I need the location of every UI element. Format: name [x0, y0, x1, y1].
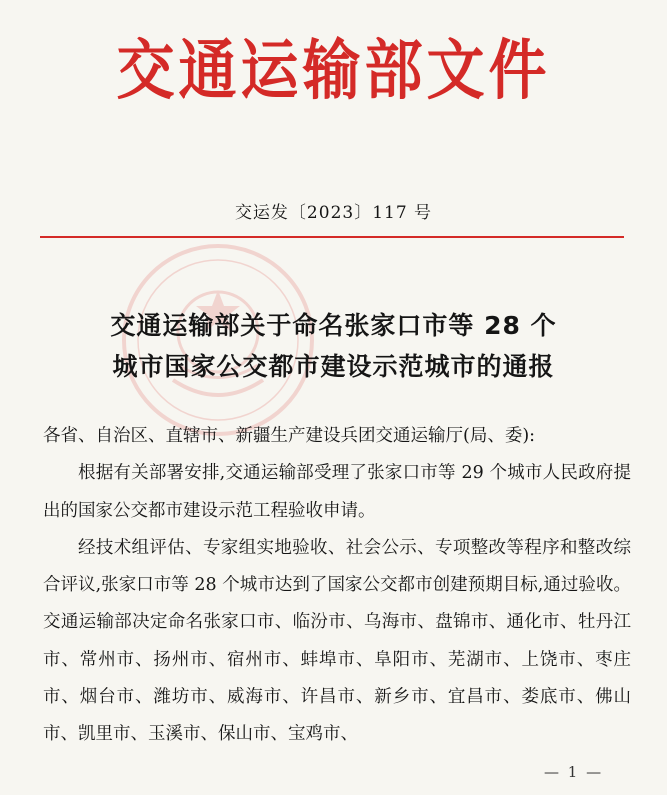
- red-divider-line: [40, 236, 624, 238]
- document-body: [43, 418, 631, 754]
- document-header-title: 交通运输部文件: [116, 31, 551, 109]
- notice-title-line-2: 城市国家公交都市建设示范城市的通报: [112, 352, 555, 381]
- paragraph-1: 根据有关部署安排,交通运输部受理了张家口市等 29 个城市人民政府提出的国家公交都市建设示范工程验收申请。: [43, 463, 631, 521]
- page-number: — 1 —: [544, 763, 604, 781]
- notice-title-line-1: 交通运输部关于命名张家口市等 28 个: [110, 311, 557, 340]
- paragraph-2: 经技术组评估、专家组实地验收、社会公示、专项整改等程序和整改综合评议,张家口市等 28 个城市达到了国家公交都市创建预期目标,通过验收。交通运输部决定命名张家口市、临汾市、乌海市、盘锦市、通化市、牡丹江市、常州市、扬州市、宿州市、蚌埠市、阜阳市、芜湖市、上饶市、枣庄市、烟台市、潍坊市、威海市、许昌市、新乡市、宜昌市、娄底市、佛山市、凯里市、玉溪市、保山市、宝鸡市、: [43, 537, 631, 745]
- document-number: 交运发〔2023〕117 号: [234, 203, 433, 223]
- salutation: 各省、自治区、直辖市、新疆生产建设兵团交通运输厅(局、委):: [43, 426, 536, 446]
